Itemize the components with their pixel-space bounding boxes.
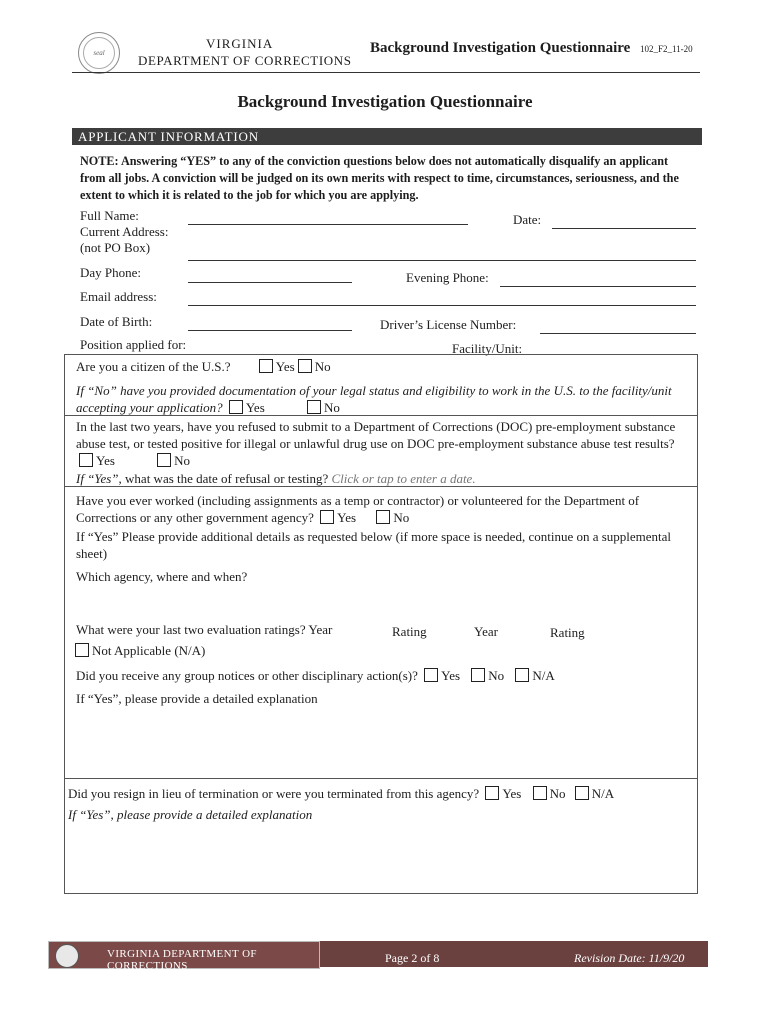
resign-no-checkbox[interactable] bbox=[533, 786, 547, 800]
substance-yes-label: Yes bbox=[96, 453, 115, 468]
agency-name-line2: DEPARTMENT OF CORRECTIONS bbox=[138, 53, 352, 68]
page-number: Page 2 of 8 bbox=[385, 951, 440, 965]
documentation-question bbox=[76, 382, 676, 416]
evening-phone-field[interactable] bbox=[500, 286, 696, 287]
dept-seal-logo: seal bbox=[78, 32, 120, 74]
worked-no-label: No bbox=[393, 510, 410, 525]
citizen-yes-checkbox[interactable] bbox=[259, 359, 273, 373]
refusal-date-text: , what was the date of refusal or testing? bbox=[118, 471, 329, 486]
rating1-label: Rating bbox=[392, 624, 427, 639]
disciplinary-text: Did you receive any group notices or other disciplinary action(s)? bbox=[76, 668, 418, 683]
documentation-text: If “No” have you provided documentation of your legal status and eligibility to work in the U.S. to the facility/unit accepting your application? bbox=[76, 383, 672, 415]
drivers-license-field[interactable] bbox=[540, 333, 696, 334]
worked-yes-checkbox[interactable] bbox=[320, 510, 334, 524]
citizen-no-label: No bbox=[314, 359, 331, 374]
dob-field[interactable] bbox=[188, 330, 352, 331]
doc-no-label: No bbox=[324, 400, 340, 415]
not-applicable-option bbox=[72, 642, 205, 659]
worked-text: Have you ever worked (including assignments as a temp or contractor) or volunteered for the Department of Corrections or any other government agency? bbox=[76, 493, 640, 525]
full-name-label: Full Name: bbox=[80, 208, 139, 223]
refusal-date-prefix: If “Yes” bbox=[76, 471, 119, 486]
worked-yes-label: Yes bbox=[337, 510, 357, 525]
rating2-label: Rating bbox=[550, 625, 585, 640]
substance-question bbox=[76, 418, 686, 469]
disc-na-label: N/A bbox=[532, 668, 555, 683]
footer-agency-banner bbox=[48, 941, 320, 972]
day-phone-label: Day Phone: bbox=[80, 265, 142, 280]
section-header: APPLICANT INFORMATION bbox=[72, 128, 702, 145]
substance-no-checkbox[interactable] bbox=[157, 453, 171, 467]
disc-no-label: No bbox=[488, 668, 505, 683]
date-field[interactable] bbox=[552, 228, 696, 229]
substance-text: In the last two years, have you refused to submit to a Department of Corrections (DOC) pre-employment substance abuse test, or tested positive for illegal or unlawful drug use on DOC pre-employment substance abuse test results? bbox=[76, 419, 676, 451]
resign-text: Did you resign in lieu of termination or were you terminated from this agency? bbox=[68, 786, 480, 801]
drivers-license-label: Driver’s License Number: bbox=[380, 317, 517, 332]
resign-question bbox=[68, 785, 614, 802]
substance-no-label: No bbox=[174, 453, 191, 468]
citizen-no-checkbox[interactable] bbox=[298, 359, 312, 373]
resign-no-label: No bbox=[549, 786, 566, 801]
citizen-question bbox=[76, 358, 331, 375]
dob-label: Date of Birth: bbox=[80, 314, 153, 329]
resign-explain-label: If “Yes”, please provide a detailed explanation bbox=[68, 807, 313, 822]
evening-phone-label: Evening Phone: bbox=[406, 270, 489, 285]
worked-question bbox=[76, 492, 688, 526]
current-address-label: Current Address: bbox=[80, 224, 169, 239]
footer-agency-name: VIRGINIA DEPARTMENT OF CORRECTIONS bbox=[107, 948, 257, 972]
disciplinary-explain-label: If “Yes”, please provide a detailed explanation bbox=[76, 691, 318, 706]
not-applicable-checkbox[interactable] bbox=[75, 643, 89, 657]
disciplinary-question bbox=[76, 667, 555, 684]
email-label: Email address: bbox=[80, 289, 157, 304]
refusal-date-picker[interactable]: Click or tap to enter a date. bbox=[331, 471, 476, 486]
doc-yes-checkbox[interactable] bbox=[229, 400, 243, 414]
disc-na-checkbox[interactable] bbox=[515, 668, 529, 682]
doc-yes-label: Yes bbox=[245, 400, 265, 415]
doc-no-checkbox[interactable] bbox=[307, 400, 321, 414]
citizen-question-text: Are you a citizen of the U.S.? bbox=[76, 359, 231, 374]
footer-seal-icon bbox=[55, 944, 79, 968]
full-name-field[interactable] bbox=[188, 224, 468, 225]
disc-yes-label: Yes bbox=[441, 668, 461, 683]
citizen-yes-label: Yes bbox=[275, 359, 295, 374]
form-code: 102_F2_11-20 bbox=[640, 44, 693, 54]
resign-yes-label: Yes bbox=[502, 786, 522, 801]
facility-label: Facility/Unit: bbox=[452, 341, 523, 356]
not-po-box-label: (not PO Box) bbox=[80, 240, 151, 255]
additional-details-text: If “Yes” Please provide additional details as requested below (if more space is needed, continue on a supplemental sheet) bbox=[76, 529, 672, 561]
refusal-date-question bbox=[76, 470, 476, 487]
disc-yes-checkbox[interactable] bbox=[424, 668, 438, 682]
position-label: Position applied for: bbox=[80, 337, 187, 352]
worked-no-checkbox[interactable] bbox=[376, 510, 390, 524]
note-text: NOTE: Answering “YES” to any of the conviction questions below does not automatically disqualify an applicant from all jobs. A conviction will be judged on its own merits with respect to time, circumstances, seriousness, and the extent to which it is related to the job for which you are applying. bbox=[80, 154, 679, 202]
header-form-title: Background Investigation Questionnaire bbox=[370, 40, 631, 56]
revision-date: Revision Date: 11/9/20 bbox=[574, 951, 685, 965]
agency-name-line1: VIRGINIA bbox=[206, 36, 274, 51]
date-label: Date: bbox=[513, 212, 542, 227]
resign-na-checkbox[interactable] bbox=[575, 786, 589, 800]
year2-label: Year bbox=[474, 624, 498, 639]
not-applicable-label: Not Applicable (N/A) bbox=[92, 643, 206, 658]
resign-yes-checkbox[interactable] bbox=[485, 786, 499, 800]
page-title: Background Investigation Questionnaire bbox=[237, 92, 533, 111]
resign-na-label: N/A bbox=[591, 786, 615, 801]
disc-no-checkbox[interactable] bbox=[471, 668, 485, 682]
substance-yes-checkbox[interactable] bbox=[79, 453, 93, 467]
header-rule bbox=[72, 72, 700, 73]
evaluation-question: What were your last two evaluation ratings? Year bbox=[76, 622, 333, 637]
email-field[interactable] bbox=[188, 305, 696, 306]
address-field[interactable] bbox=[188, 260, 696, 261]
day-phone-field[interactable] bbox=[188, 282, 352, 283]
which-agency-question: Which agency, where and when? bbox=[76, 569, 248, 584]
